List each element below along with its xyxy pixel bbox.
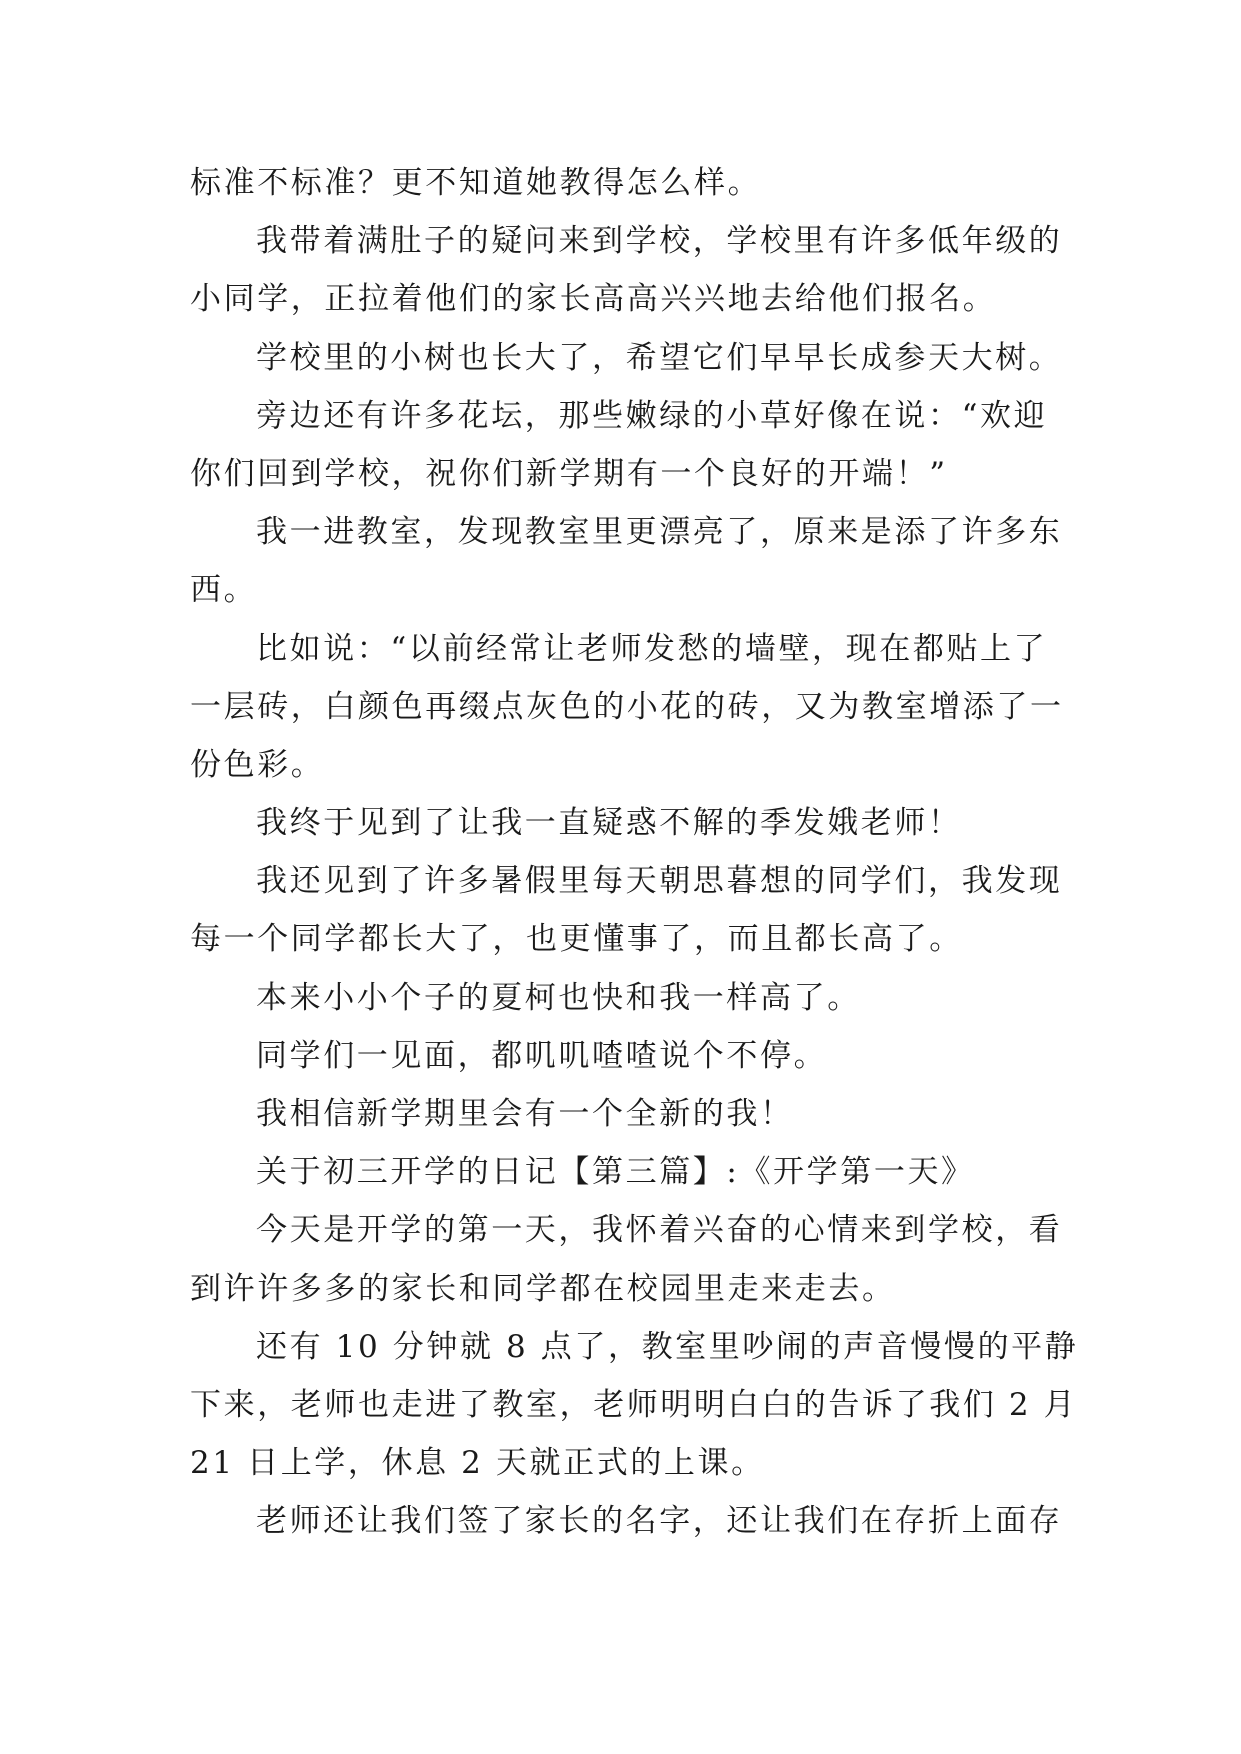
text-line: 今天是开学的第一天，我怀着兴奋的心情来到学校，看: [256, 1212, 1063, 1249]
text-line: 学校里的小树也长大了，希望它们早早长成参天大树。: [256, 339, 1063, 376]
text-line: 标准不标准？更不知道她教得怎么样。: [190, 165, 762, 201]
text-line: 小同学，正拉着他们的家长高高兴兴地去给他们报名。: [190, 281, 997, 318]
text-line: 份色彩。: [190, 746, 325, 783]
text-line: 比如说：“以前经常让老师发愁的墙壁，现在都贴上了: [256, 630, 1048, 667]
text-line: 还有 10 分钟就 8 点了，教室里吵闹的声音慢慢的平静: [256, 1328, 1079, 1365]
text-line: 下来，老师也走进了教室，老师明明白白的告诉了我们 2 月: [190, 1386, 1078, 1423]
text-line: 21 日上学，休息 2 天就正式的上课。: [190, 1445, 765, 1482]
body-text: [190, 154, 1079, 1551]
text-line: 一层砖，白颜色再缀点灰色的小花的砖，又为教室增添了一: [190, 688, 1064, 725]
text-line: 我还见到了许多暑假里每天朝思暮想的同学们，我发现: [256, 863, 1063, 900]
text-line: 你们回到学校，祝你们新学期有一个良好的开端！”: [190, 455, 948, 492]
section-heading: 关于初三开学的日记【第三篇】:《开学第一天》: [256, 1154, 975, 1191]
text-line: 同学们一见面，都叽叽喳喳说个不停。: [256, 1037, 828, 1074]
text-line: 旁边还有许多花坛，那些嫩绿的小草好像在说：“欢迎: [256, 397, 1048, 434]
text-line: 我终于见到了让我一直疑惑不解的季发娥老师！: [256, 805, 962, 842]
text-line: 每一个同学都长大了，也更懂事了，而且都长高了。: [190, 921, 963, 958]
text-line: 西。: [190, 572, 258, 609]
text-line: 到许许多多的家长和同学都在校园里走来走去。: [190, 1270, 896, 1307]
text-line: 我带着满肚子的疑问来到学校，学校里有许多低年级的: [256, 223, 1063, 260]
text-line: 老师还让我们签了家长的名字，还让我们在存折上面存: [256, 1503, 1063, 1540]
text-line: 我一进教室，发现教室里更漂亮了，原来是添了许多东: [256, 514, 1063, 551]
text-line: 我相信新学期里会有一个全新的我！: [256, 1096, 794, 1132]
text-line: 本来小小个子的夏柯也快和我一样高了。: [256, 979, 861, 1016]
